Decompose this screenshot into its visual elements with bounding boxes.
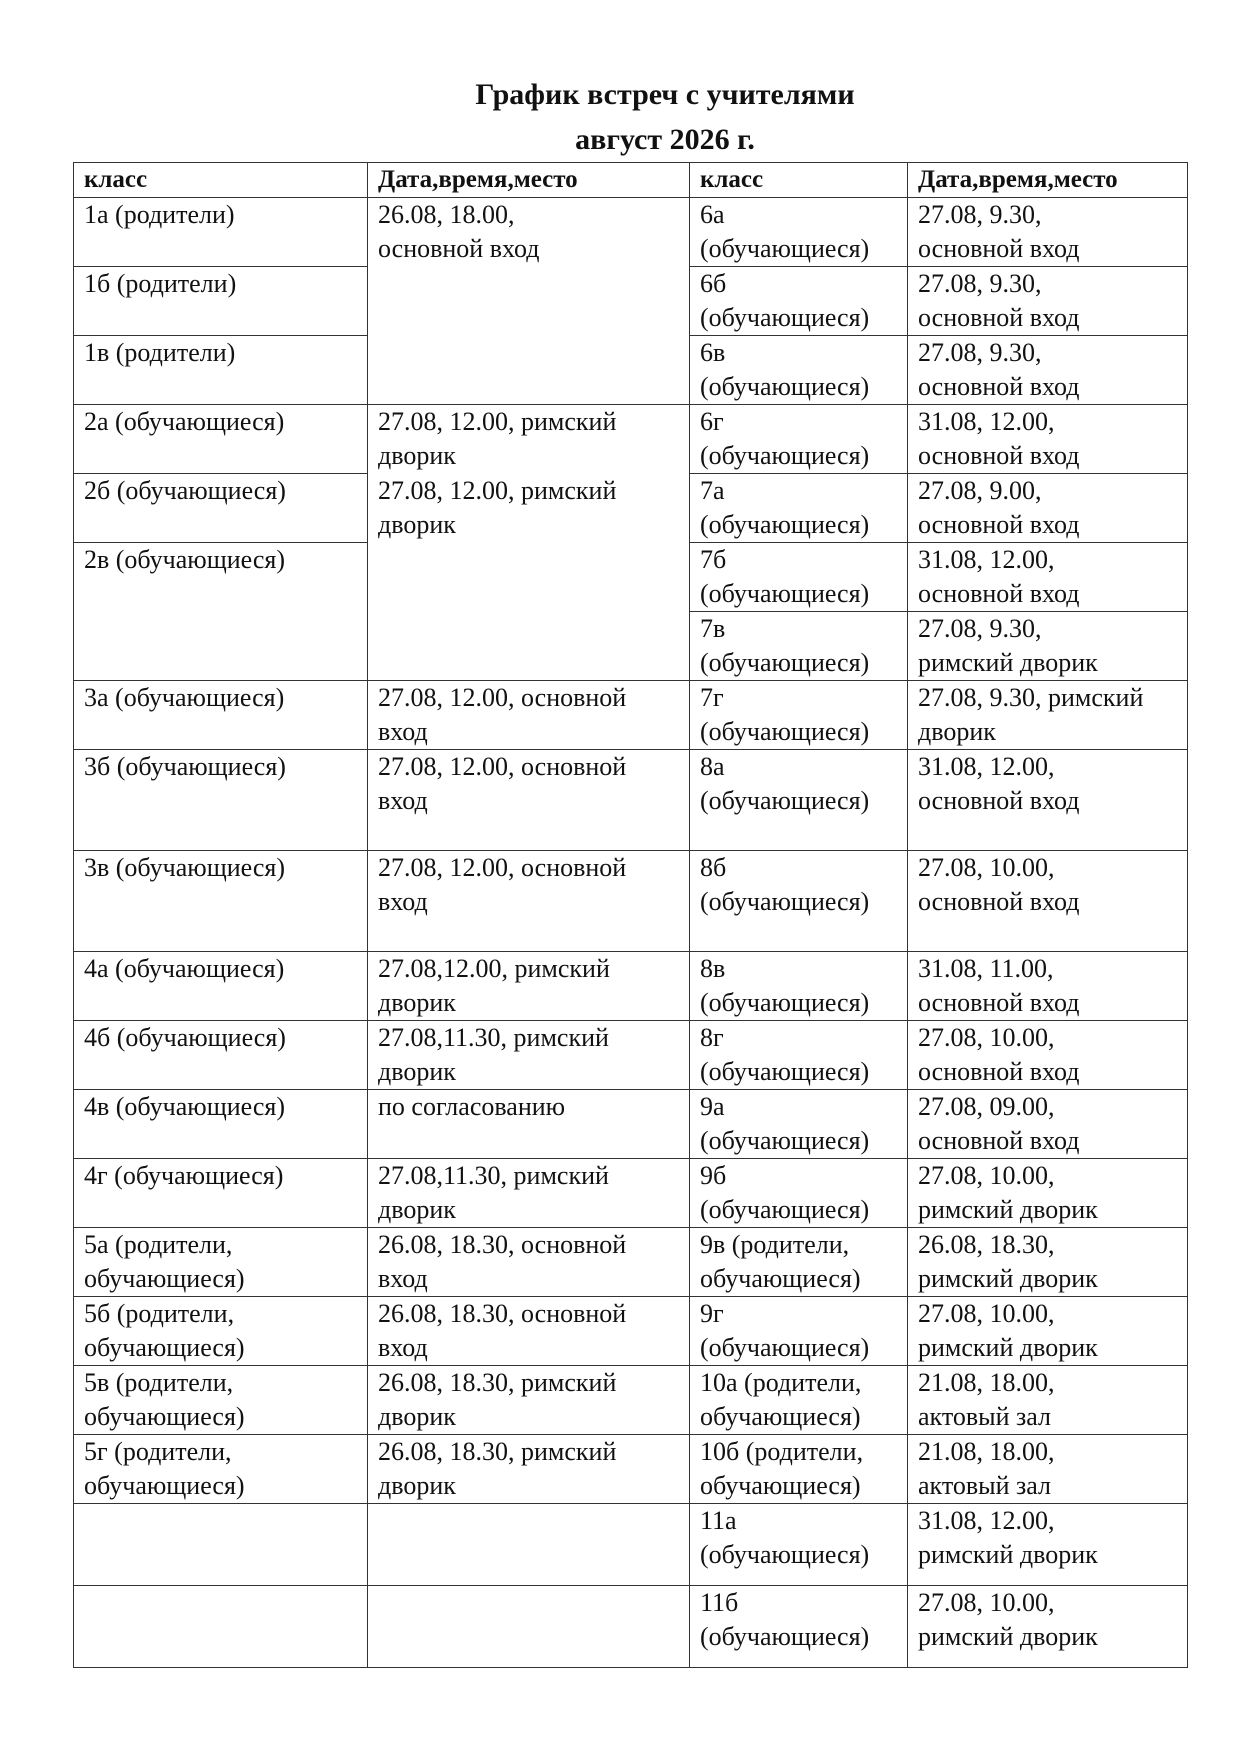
cell-class-right: 9г (обучающиеся): [690, 1297, 908, 1366]
cell-datetime-right: 27.08, 9.30, римский дворик: [908, 681, 1188, 750]
cell-datetime-left: 27.08, 12.00, основной вход: [368, 750, 690, 851]
cell-datetime-left: [368, 1504, 690, 1586]
table-row: [74, 1435, 1188, 1504]
cell-class-left: 3б (обучающиеся): [74, 750, 368, 851]
table-row: [74, 1090, 1188, 1159]
cell-class-left: 1б (родители): [74, 267, 368, 336]
cell-datetime-left: 26.08, 18.30, основной вход: [368, 1297, 690, 1366]
cell-datetime-right: 27.08, 9.30, римский дворик: [908, 612, 1188, 681]
cell-datetime-left: 26.08, 18.30, римский дворик: [368, 1435, 690, 1504]
table-row: [74, 1228, 1188, 1297]
cell-class-right: 8а (обучающиеся): [690, 750, 908, 851]
cell-class-left: 2а (обучающиеся): [74, 405, 368, 474]
cell-datetime-left: [368, 1586, 690, 1668]
table-row: [74, 1366, 1188, 1435]
cell-datetime-left: по согласованию: [368, 1090, 690, 1159]
cell-class-left: 2б (обучающиеся): [74, 474, 368, 543]
table-row: [74, 1021, 1188, 1090]
cell-datetime-left: 27.08, 12.00, основной вход: [368, 681, 690, 750]
schedule-table: [73, 162, 1188, 1668]
cell-datetime-right: 27.08, 10.00, римский дворик: [908, 1159, 1188, 1228]
cell-class-left: 4г (обучающиеся): [74, 1159, 368, 1228]
cell-datetime-right: 27.08, 10.00, римский дворик: [908, 1586, 1188, 1668]
cell-datetime-left: 27.08, 12.00, римский дворик: [368, 405, 690, 474]
cell-datetime-right: 21.08, 18.00, актовый зал: [908, 1435, 1188, 1504]
cell-class-right: 6г (обучающиеся): [690, 405, 908, 474]
cell-datetime-right: 27.08, 9.30, основной вход: [908, 336, 1188, 405]
cell-class-left: 2в (обучающиеся): [74, 543, 368, 681]
table-row: [74, 405, 1188, 474]
header-class-left: класс: [74, 163, 368, 198]
cell-datetime-right: 27.08, 10.00, римский дворик: [908, 1297, 1188, 1366]
cell-class-left: 4а (обучающиеся): [74, 952, 368, 1021]
cell-class-left: 1а (родители): [74, 198, 368, 267]
cell-datetime-left: 26.08, 18.30, римский дворик: [368, 1366, 690, 1435]
cell-datetime-right: 27.08, 9.30, основной вход: [908, 267, 1188, 336]
table-row: [74, 952, 1188, 1021]
table-row: [74, 1159, 1188, 1228]
cell-class-right: 9в (родители, обучающиеся): [690, 1228, 908, 1297]
cell-class-right: 8г (обучающиеся): [690, 1021, 908, 1090]
cell-datetime-right: 31.08, 12.00, основной вход: [908, 405, 1188, 474]
cell-datetime-left: 27.08,11.30, римский дворик: [368, 1021, 690, 1090]
cell-class-right: 8б (обучающиеся): [690, 851, 908, 952]
cell-datetime-right: 31.08, 12.00, основной вход: [908, 750, 1188, 851]
cell-datetime-right: 27.08, 09.00, основной вход: [908, 1090, 1188, 1159]
cell-class-right: 10а (родители, обучающиеся): [690, 1366, 908, 1435]
cell-class-left: 4б (обучающиеся): [74, 1021, 368, 1090]
page-title: График встреч с учителями: [475, 78, 855, 111]
cell-class-right: 11а (обучающиеся): [690, 1504, 908, 1586]
cell-datetime-right: 31.08, 12.00, основной вход: [908, 543, 1188, 612]
header-class-right: класс: [690, 163, 908, 198]
cell-class-right: 6б (обучающиеся): [690, 267, 908, 336]
cell-class-right: 8в (обучающиеся): [690, 952, 908, 1021]
cell-datetime-right: 27.08, 9.30, основной вход: [908, 198, 1188, 267]
cell-datetime-right: 31.08, 11.00, основной вход: [908, 952, 1188, 1021]
cell-class-left: 3а (обучающиеся): [74, 681, 368, 750]
cell-datetime-left: 26.08, 18.00, основной вход: [368, 198, 690, 405]
page-subtitle: август 2026 г.: [575, 123, 755, 156]
cell-class-left: 4в (обучающиеся): [74, 1090, 368, 1159]
cell-datetime-right: 27.08, 9.00, основной вход: [908, 474, 1188, 543]
cell-class-left: 5б (родители, обучающиеся): [74, 1297, 368, 1366]
cell-datetime-left: 27.08, 12.00, римский дворик: [368, 474, 690, 681]
table-row: [74, 198, 1188, 267]
cell-class-left: [74, 1586, 368, 1668]
table-row: [74, 681, 1188, 750]
cell-datetime-right: 21.08, 18.00, актовый зал: [908, 1366, 1188, 1435]
cell-datetime-right: 26.08, 18.30, римский дворик: [908, 1228, 1188, 1297]
cell-class-right: 9б (обучающиеся): [690, 1159, 908, 1228]
cell-class-left: [74, 1504, 368, 1586]
cell-datetime-right: 31.08, 12.00, римский дворик: [908, 1504, 1188, 1586]
cell-class-right: 6в (обучающиеся): [690, 336, 908, 405]
table-row: [74, 474, 1188, 543]
table-header-row: [74, 163, 1188, 198]
table-row: [74, 1504, 1188, 1586]
cell-datetime-right: 27.08, 10.00, основной вход: [908, 1021, 1188, 1090]
cell-class-right: 7в (обучающиеся): [690, 612, 908, 681]
header-datetime-left: Дата,время,место: [368, 163, 690, 198]
cell-class-right: 10б (родители, обучающиеся): [690, 1435, 908, 1504]
cell-class-right: 7г (обучающиеся): [690, 681, 908, 750]
table-row: [74, 851, 1188, 952]
header-datetime-right: Дата,время,место: [908, 163, 1188, 198]
table-row: [74, 750, 1188, 851]
cell-class-left: 1в (родители): [74, 336, 368, 405]
cell-datetime-left: 27.08, 12.00, основной вход: [368, 851, 690, 952]
cell-class-left: 3в (обучающиеся): [74, 851, 368, 952]
table-row: [74, 1297, 1188, 1366]
cell-class-right: 6а (обучающиеся): [690, 198, 908, 267]
cell-class-left: 5г (родители, обучающиеся): [74, 1435, 368, 1504]
cell-datetime-right: 27.08, 10.00, основной вход: [908, 851, 1188, 952]
cell-class-right: 9а (обучающиеся): [690, 1090, 908, 1159]
cell-class-right: 7б (обучающиеся): [690, 543, 908, 612]
cell-datetime-left: 27.08,12.00, римский дворик: [368, 952, 690, 1021]
cell-class-left: 5а (родители, обучающиеся): [74, 1228, 368, 1297]
cell-datetime-left: 27.08,11.30, римский дворик: [368, 1159, 690, 1228]
cell-class-right: 11б (обучающиеся): [690, 1586, 908, 1668]
table-row: [74, 1586, 1188, 1668]
cell-class-right: 7а (обучающиеся): [690, 474, 908, 543]
cell-datetime-left: 26.08, 18.30, основной вход: [368, 1228, 690, 1297]
cell-class-left: 5в (родители, обучающиеся): [74, 1366, 368, 1435]
